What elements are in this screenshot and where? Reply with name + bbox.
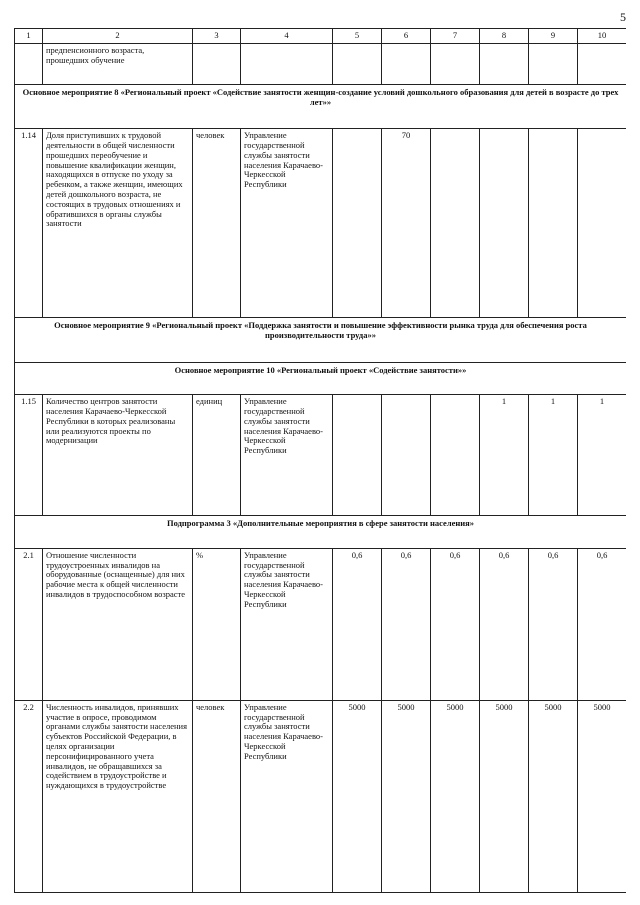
year-value-cell [333,129,382,318]
year-value-cell [431,43,480,84]
indicator-table [14,28,626,893]
section-header-row [15,516,627,548]
year-value-cell [382,43,431,84]
column-header: 6 [382,29,431,44]
year-value-cell [578,43,627,84]
year-value-cell: 1 [529,395,578,516]
table-row [15,548,627,700]
responsible-cell: Управление государственной службы занятости населения Карачаево-Черкесской Республики [241,548,333,700]
section-header-row [15,362,627,394]
year-value-cell [529,129,578,318]
year-value-cell: 0,6 [529,548,578,700]
column-header: 1 [15,29,43,44]
column-header: 3 [193,29,241,44]
responsible-cell [241,43,333,84]
year-value-cell: 5000 [431,700,480,892]
unit-cell [193,43,241,84]
year-value-cell [529,43,578,84]
year-value-cell: 0,6 [578,548,627,700]
section-header-row [15,318,627,362]
section-title: Подпрограмма 3 «Дополнительные мероприятия в сфере занятости населения» [15,516,627,548]
section-title: Основное мероприятие 9 «Региональный проект «Поддержка занятости и повышение эффективности рынка труда для обеспечения роста производительности труда»» [15,318,627,362]
year-value-cell: 0,6 [431,548,480,700]
column-header: 10 [578,29,627,44]
column-header: 2 [43,29,193,44]
year-value-cell: 0,6 [382,548,431,700]
section-header-row [15,85,627,129]
table-row [15,43,627,84]
section-title: Основное мероприятие 8 «Региональный проект «Содействие занятости женщин-создание условий дошкольного образования для детей в возрасте до трех лет»» [15,85,627,129]
column-header: 5 [333,29,382,44]
responsible-cell: Управление государственной службы занятости населения Карачаево-Черкесской Республики [241,700,333,892]
indicator-name-cell: Отношение численности трудоустроенных инвалидов на оборудованные (оснащенные) для них рабочие места к общей численности инвалидов в трудоспособном возрасте [43,548,193,700]
year-value-cell: 0,6 [333,548,382,700]
responsible-cell: Управление государственной службы занятости населения Карачаево-Черкесской Республики [241,129,333,318]
column-header: 8 [480,29,529,44]
year-value-cell [333,395,382,516]
year-value-cell: 5000 [382,700,431,892]
indicator-table-sheet [14,28,626,893]
year-value-cell [480,129,529,318]
year-value-cell: 1 [578,395,627,516]
indicator-name-cell: Доля приступивших к трудовой деятельности в общей численности прошедших переобучение и повышение квалификации женщин, находящихся в отпуске по уходу за ребенком, а также женщин, имеющих детей дошкольного возраста, не состоящих в трудовых отношениях и обратившихся в органы службы занятости [43,129,193,318]
row-number-cell: 2.2 [15,700,43,892]
year-value-cell [480,43,529,84]
year-value-cell: 1 [480,395,529,516]
year-value-cell [431,395,480,516]
year-value-cell: 70 [382,129,431,318]
unit-cell: % [193,548,241,700]
column-header: 4 [241,29,333,44]
section-title: Основное мероприятие 10 «Региональный проект «Содействие занятости»» [15,362,627,394]
year-value-cell: 0,6 [480,548,529,700]
year-value-cell [333,43,382,84]
indicator-name-cell: Численность инвалидов, принявших участие в опросе, проводимом органами службы занятости населения субъектов Российской Федерации, в целях организации персонифицированного учета инвалидов, не обращавшихся за содействием в трудоустройстве и нуждающихся в трудоустройстве [43,700,193,892]
row-number-cell: 2.1 [15,548,43,700]
table-header-row [15,29,627,44]
year-value-cell: 5000 [333,700,382,892]
year-value-cell: 5000 [480,700,529,892]
year-value-cell: 5000 [529,700,578,892]
row-number-cell [15,43,43,84]
indicator-name-cell: Количество центров занятости населения Карачаево-Черкесской Республики в которых реализованы или реализуются проекты по модернизации [43,395,193,516]
table-row [15,129,627,318]
table-row [15,700,627,892]
year-value-cell [578,129,627,318]
responsible-cell: Управление государственной службы занятости населения Карачаево-Черкесской Республики [241,395,333,516]
year-value-cell: 5000 [578,700,627,892]
row-number-cell: 1.15 [15,395,43,516]
unit-cell: единиц [193,395,241,516]
page-number: 5 [620,10,626,24]
column-header: 9 [529,29,578,44]
unit-cell: человек [193,700,241,892]
column-header: 7 [431,29,480,44]
year-value-cell [431,129,480,318]
indicator-name-cell: предпенсионного возраста, прошедших обучение [43,43,193,84]
table-row [15,395,627,516]
unit-cell: человек [193,129,241,318]
year-value-cell [382,395,431,516]
row-number-cell: 1.14 [15,129,43,318]
